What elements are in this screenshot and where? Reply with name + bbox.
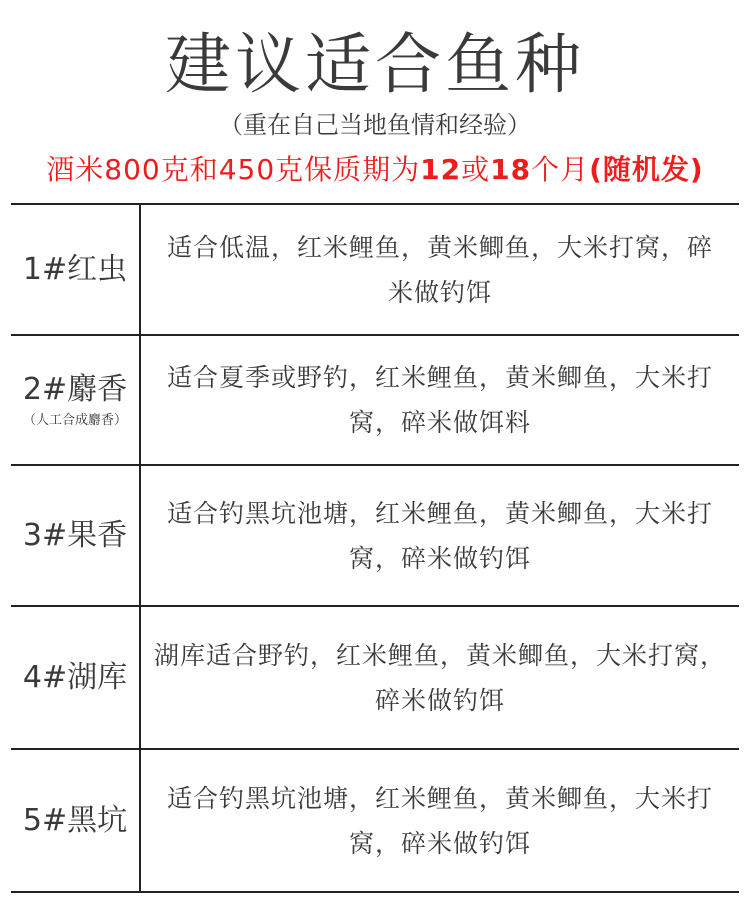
description-cell	[141, 607, 739, 748]
flavor-description: 适合夏季或野钓，红米鲤鱼，黄米鲫鱼，大米打窝，碎米做饵料	[166, 363, 713, 437]
flavor-cell	[11, 750, 141, 891]
flavor-note: （人工合成麝香）	[22, 413, 127, 428]
flavor-description: 适合钓黑坑池塘，红米鲤鱼，黄米鲫鱼，大米打窝，碎米做钓饵	[166, 783, 713, 858]
flavor-name: 1#红虫	[22, 251, 128, 287]
flavor-cell	[11, 607, 141, 748]
notice-text-months: 个月	[531, 153, 590, 186]
flavor-description: 适合钓黑坑池塘，红米鲤鱼，黄米鲫鱼，大米打窝，碎米做钓饵	[166, 498, 713, 573]
flavor-cell	[11, 205, 141, 334]
shelf-life-notice	[0, 150, 750, 190]
notice-months-18: 18	[490, 153, 532, 186]
flavor-name: 2#麝香	[22, 372, 128, 407]
table-row	[11, 607, 739, 750]
flavor-description: 适合低温，红米鲤鱼，黄米鲫鱼，大米打窝，碎米做钓饵	[166, 232, 713, 307]
description-cell	[141, 205, 739, 334]
notice-random: (随机发)	[589, 153, 704, 186]
description-cell	[141, 466, 739, 605]
table-row	[11, 336, 739, 466]
page-title: 建议适合鱼种	[165, 26, 585, 103]
table-row	[11, 205, 739, 336]
table-row	[11, 750, 739, 893]
fish-species-table	[11, 203, 739, 893]
description-cell	[141, 750, 739, 891]
flavor-name: 4#湖库	[22, 659, 128, 695]
description-cell	[141, 336, 739, 464]
flavor-name: 3#果香	[22, 517, 128, 553]
flavor-name: 5#黑坑	[22, 802, 128, 838]
table-row	[11, 466, 739, 607]
notice-text-or: 或	[461, 153, 491, 186]
flavor-cell	[11, 336, 141, 464]
notice-months-12: 12	[420, 153, 462, 186]
flavor-cell	[11, 466, 141, 605]
flavor-description: 湖库适合野钓，红米鲤鱼，黄米鲫鱼，大米打窝，碎米做钓饵	[153, 640, 726, 715]
page-subtitle: （重在自己当地鱼情和经验）	[219, 111, 531, 139]
notice-text-1: 酒米800克和450克保质期为	[46, 153, 421, 186]
